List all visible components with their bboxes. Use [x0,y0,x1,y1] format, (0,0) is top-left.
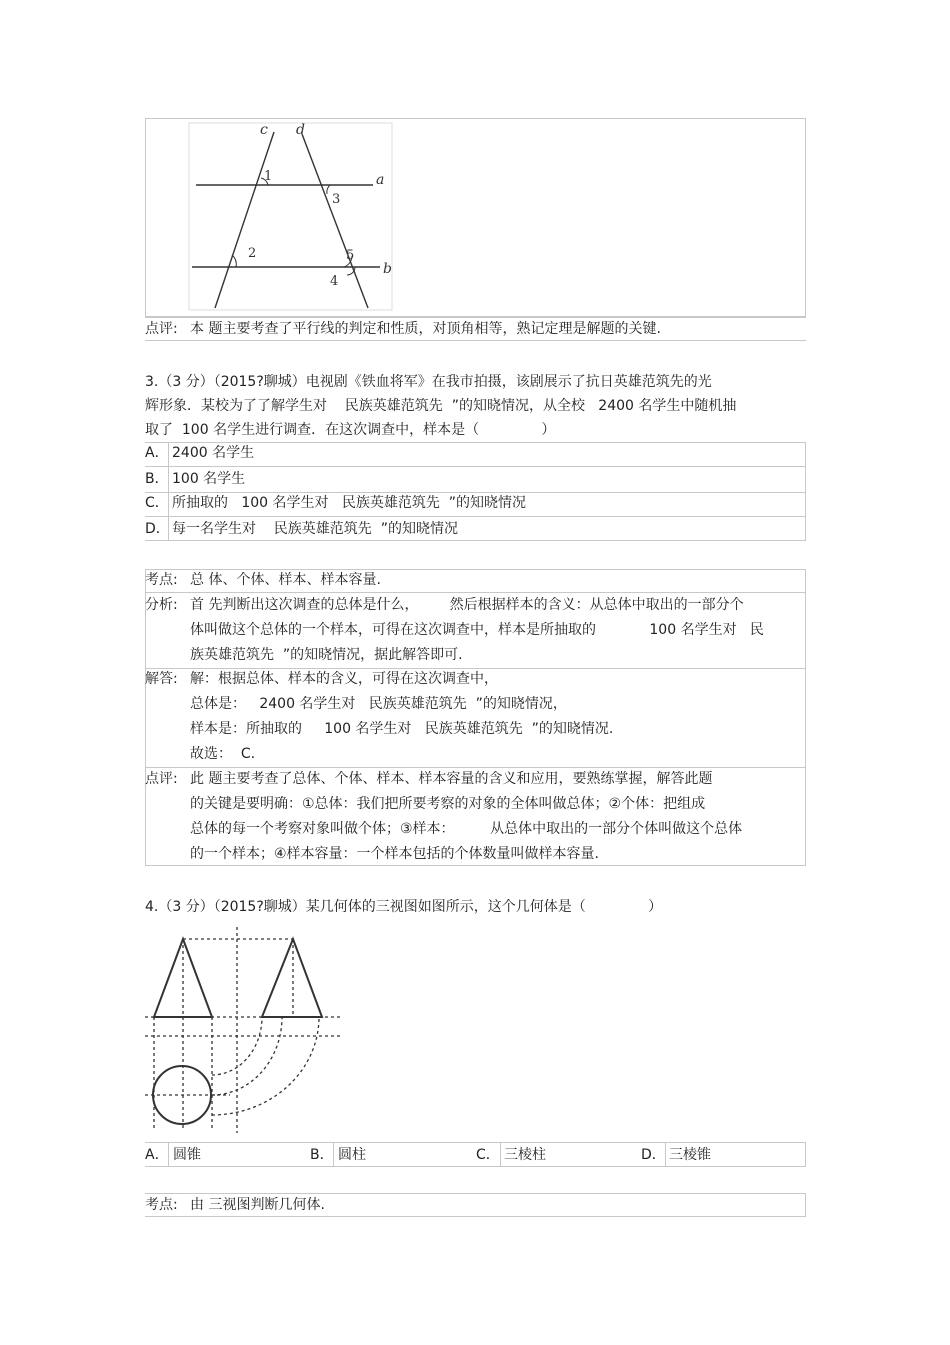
angle-5: 5 [346,248,355,263]
dianping-line: 的关键是要明确：①总体：我们把所要考察的对象的全体叫做总体；②个体：把组成 [190,796,706,812]
jieda-label: 解答: [145,671,178,687]
parallel-lines-figure [188,122,394,312]
label-d: d [296,122,305,138]
angle-4: 4 [330,274,339,289]
jieda-line: 解：根据总体、样本的含义，可得在这次调查中， [190,671,498,687]
jieda-line: 总体是： 2400 名学生对 民族英雄范筑先 ”的知晓情况， [190,696,567,712]
label-a: a [376,172,385,188]
three-view-figure [145,925,345,1135]
jieda-line: 故选： C. [190,746,256,762]
dianping-line: 总体的每一个考察对象叫做个体；③样本： 从总体中取出的一部分个体叫做这个总体 [190,821,743,837]
q4-kaodian-label: 考点: [145,1197,178,1213]
label-c: c [260,122,268,138]
jieda-line: 样本是：所抽取的 100 名学生对 民族英雄范筑先 ”的知晓情况. [190,721,614,737]
fenxi-line: 体叫做这个总体的一个样本，可得在这次调查中，样本是所抽取的 100 名学生对 民 [190,622,764,638]
dianping-line: 的一个样本；④样本容量：一个样本包括的个体数量叫做样本容量. [190,846,599,862]
comment-label: 点评: [145,321,178,337]
q4-stem: 4.（3 分）（2015?聊城）某几何体的三视图如图所示，这个几何体是（ ） [145,899,663,915]
fenxi-line: 族英雄范筑先 ”的知晓情况，据此解答即可. [190,647,463,663]
q3-stem-line2: 辉形象．某校为了了解学生对 民族英雄范筑先 ”的知晓情况，从全校 2400 名学生中随机抽 [145,398,737,414]
angle-1: 1 [264,169,273,184]
dianping-line: 此 题主要考查了总体、个体、样本、样本容量的含义和应用，要熟练掌握，解答此题 [190,771,713,787]
q4-kaodian-text: 由 三视图判断几何体. [190,1197,325,1213]
comment-text: 本 题主要考查了平行线的判定和性质，对顶角相等，熟记定理是解题的关键. [190,321,661,337]
label-b: b [383,261,392,277]
divider [145,317,806,318]
side-view-triangle [262,939,322,1017]
q3-stem-line1: 3.（3 分）（2015?聊城）电视剧《铁血将军》在我市拍摄，该剧展示了抗日英雄范筑先的光 [145,374,712,390]
dianping-label: 点评: [145,771,178,787]
angle-3: 3 [332,192,341,207]
fenxi-line: 首 先判断出这次调查的总体是什么， 然后根据样本的含义：从总体中取出的一部分个 [190,597,744,613]
fenxi-label: 分析: [145,597,178,613]
line-c [215,132,274,308]
divider [145,340,806,341]
kaodian-label: 考点: [145,572,178,588]
q3-stem-line3: 取了 100 名学生进行调查．在这次调查中，样本是（ ） [145,422,556,438]
angle-2: 2 [248,246,257,261]
kaodian-text: 总 体、个体、样本、样本容量. [190,572,381,588]
